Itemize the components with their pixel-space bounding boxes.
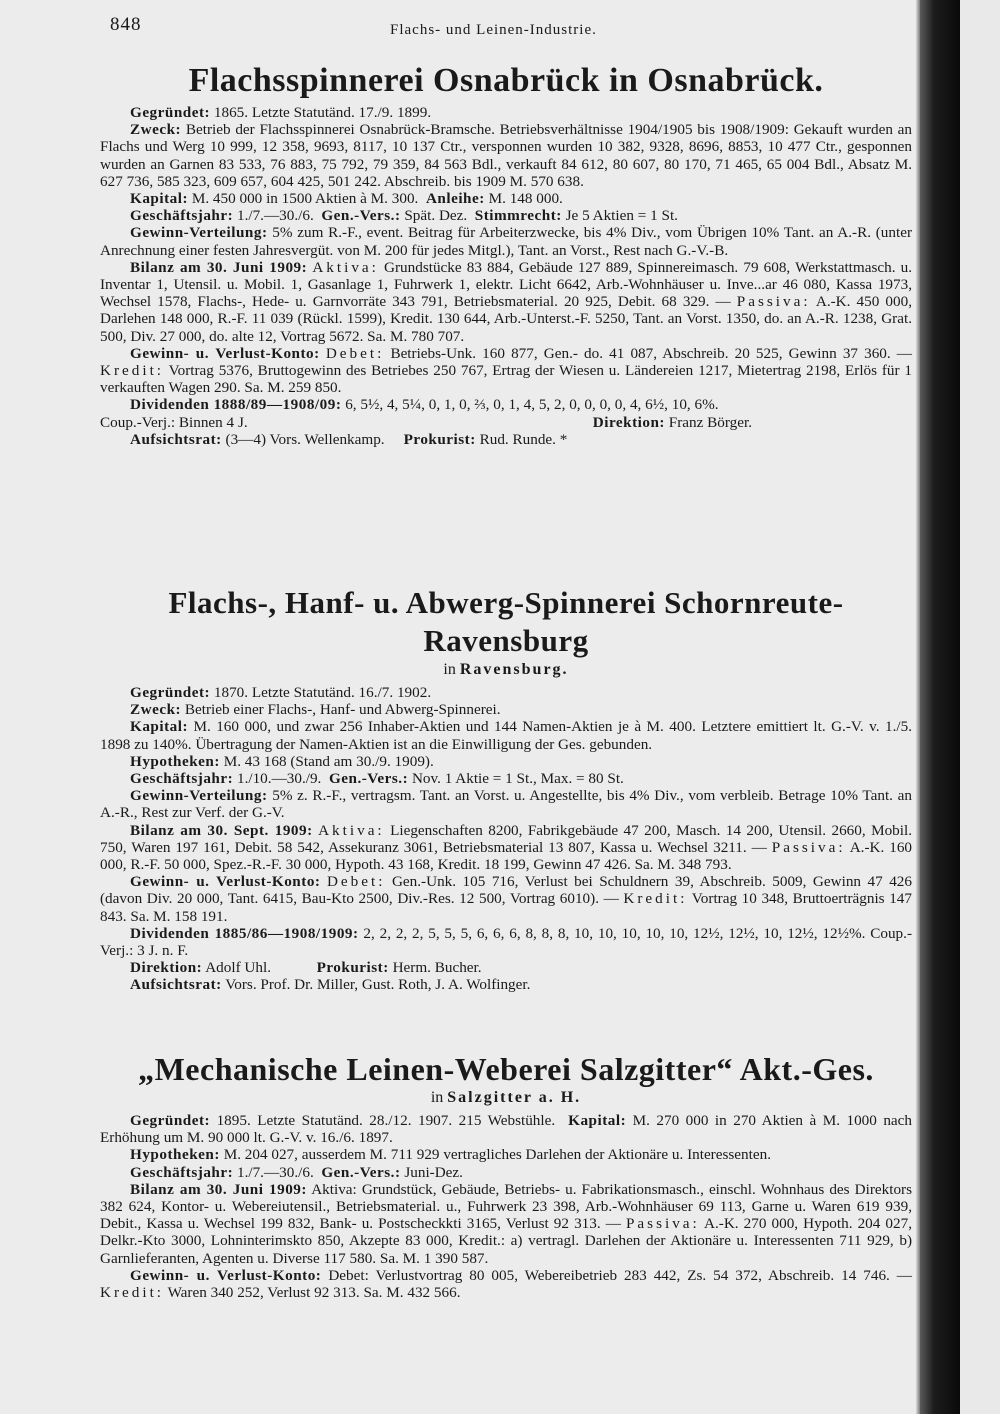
gewinn-verteilung-paragraph: Gewinn-Verteilung: 5% z. R.-F., vertragsm. Tant. an Vorst. u. Angestellte, bis 4% Div., vom verbleib. Betrage 10% Tant. an A.-R., Rest zur Verf. der G.-V.	[100, 787, 912, 822]
company-location: in Salzgitter a. H.	[430, 1089, 582, 1106]
aufsichtsrat-line: Aufsichtsrat: Vors. Prof. Dr. Miller, Gust. Roth, J. A. Wolfinger.	[130, 976, 531, 994]
kapital-line: Kapital: M. 450 000 in 1500 Aktien à M. 300. Anleihe: M. 148 000.	[130, 190, 563, 208]
company-entry-osnabrueck	[100, 62, 912, 448]
gegruendet-line: Gegründet: 1865. Letzte Statutänd. 17./9. 1899.	[130, 104, 432, 121]
coup-direktion-line: Coup.-Verj.: Binnen 4 J. Direktion: Franz Börger.	[100, 413, 752, 431]
gewinn-verteilung-paragraph: Gewinn-Verteilung: 5% zum R.-F., event. Beitrag für Arbeiterzwecke, bis 4% Div., vom Übrigen 10% Tant. an A.-R. (unter Anrechnung einer festen Jahresvergüt. von M. 200 für jedes Mitgl.), Tant. an Vorst., Rest nach G.-V.-B.	[100, 224, 912, 259]
company-title: Flachs-, Hanf- u. Abwerg-Spinnerei Schornreute-Ravensburg	[168, 585, 844, 658]
gegruendet-kapital-paragraph: Gegründet: 1895. Letzte Statutänd. 28./12. 1907. 215 Webstühle. Kapital: M. 270 000 in 270 Aktien à M. 1000 nach Erhöhung um M. 90 000 lt. G.-V. v. 16./6. 1897.	[100, 1112, 913, 1147]
guv-paragraph: Gewinn- u. Verlust-Konto: Debet: Betriebs-Unk. 160 877, Gen.- do. 41 087, Abschreib. 20 525, Gewinn 37 360. — Kredit: Vortrag 5376, Bruttogewinn des Betriebes 250 767, Ertrag der Wiesen u. Ländereien 1217, Mietertrag 2198, Erlös für 1 verkauften Wagen 290. Sa. M. 259 850.	[100, 344, 912, 397]
dividenden-paragraph: Dividenden 1885/86—1908/1909: 2, 2, 2, 2, 5, 5, 5, 6, 6, 6, 8, 8, 8, 10, 10, 10, 10, 10, 12½, 12½, 10, 12½, 12½%. Coup.-Verj.: 3 J. n. F.	[100, 924, 912, 960]
company-entry-ravensburg	[100, 584, 912, 994]
aufsichtsrat-line: Aufsichtsrat: (3—4) Vors. Wellenkamp. Prokurist: Rud. Runde. *	[130, 430, 568, 448]
geschaeftsjahr-line: Geschäftsjahr: 1./7.—30./6. Gen.-Vers.: Juni-Dez.	[130, 1163, 463, 1181]
hypotheken-line: Hypotheken: M. 43 168 (Stand am 30./9. 1909).	[130, 752, 434, 770]
direktion-line: Direktion: Adolf Uhl. Prokurist: Herm. Bucher.	[130, 959, 482, 977]
geschaeftsjahr-line: Geschäftsjahr: 1./10.—30./9. Gen.-Vers.: Nov. 1 Aktie = 1 St., Max. = 80 St.	[130, 770, 624, 788]
geschaeftsjahr-line: Geschäftsjahr: 1./7.—30./6. Gen.-Vers.: Spät. Dez. Stimmrecht: Je 5 Aktien = 1 St.	[130, 207, 678, 225]
company-title: Flachsspinnerei Osnabrück in Osnabrück.	[188, 62, 824, 99]
company-title: „Mechanische Leinen-Weberei Salzgitter“ Akt.-Ges.	[138, 1051, 874, 1087]
running-title: Flachs- und Leinen-Industrie.	[390, 22, 597, 38]
company-entry-salzgitter	[100, 1050, 912, 1301]
kapital-paragraph: Kapital: M. 160 000, und zwar 256 Inhaber-Aktien und 144 Namen-Aktien je à M. 400. Letztere emittiert lt. G.-V. v. 1./5. 1898 zu 140%. Übertragung der Namen-Aktien ist an die Einwilligung der Ges. gebunden.	[100, 718, 913, 753]
bilanz-paragraph: Bilanz am 30. Sept. 1909: Aktiva: Liegenschaften 8200, Fabrikgebäude 47 200, Masch. 14 200, Utensil. 2660, Mobil. 750, Waren 197 161, Debit. 58 542, Assekuranz 3061, Betriebsmaterial 13 807, Kassa u. Wechsel 3211. — Passiva: A.-K. 160 000, R.-F. 50 000, Spez.-R.-F. 30 000, Hypoth. 43 168, Kredit. 18 199, Gewinn 47 426. Sa. M. 348 793.	[100, 821, 913, 874]
zweck-paragraph: Zweck: Betrieb der Flachsspinnerei Osnabrück-Bramsche. Betriebsverhältnisse 1904/1905 bis 1908/1909: Gekauft wurden an Flachs und Werg 10 999, 12 358, 9693, 8117, 10 137 Ctr., versponnen wurden 10 382, 9328, 8696, 8853, 10 477 Ctr., gesponnen wurden an Garnen 83 533, 76 883, 75 792, 79 359, 84 563 Bdl., verkauft 84 612, 80 607, 80 170, 71 465, 65 004 Bdl., Absatz M. 627 736, 585 323, 609 657, 604 425, 501 242. Abschreib. bis 1909 M. 570 638.	[100, 121, 913, 190]
bilanz-paragraph: Bilanz am 30. Juni 1909: Aktiva: Grundstück, Gebäude, Betriebs- u. Fabrikationsmasch., einschl. Wohnhaus des Direktors 382 624, Kontor- u. Webereiutensil., Betriebsmaterial. u., Fuhrwerk 23 398, Arb.-Wohnhäuser 69 113, Garne u. Waren 619 939, Debit., Kassa u. Wechsel 199 832, Bank- u. Postscheckkti 3165, Verlust 92 313. — Passiva: A.-K. 270 000, Hypoth. 204 027, Delkr.-Kto 3000, Lohninterimskto 850, Akzepte 83 000, Kredit.: a) vertragl. Darlehen der Aktionäre u. Interessenten 711 929, b) Garnlieferanten, Agenten u. Diverse 117 580. Sa. M. 1 390 587.	[100, 1180, 913, 1267]
page-number: 848	[110, 14, 142, 35]
hypotheken-paragraph: Hypotheken: M. 204 027, ausserdem M. 711 929 vertragliches Darlehen der Aktionäre u. Interessenten.	[130, 1146, 771, 1164]
company-location: in Ravensburg.	[443, 661, 569, 678]
guv-paragraph: Gewinn- u. Verlust-Konto: Debet: Verlustvortrag 80 005, Webereibetrieb 283 442, Zs. 54 372, Abschreib. 14 746. — Kredit: Waren 340 252, Verlust 92 313. Sa. M. 432 566.	[100, 1266, 912, 1302]
gegruendet-line: Gegründet: 1870. Letzte Statutänd. 16./7. 1902.	[130, 684, 432, 701]
dividenden-line: Dividenden 1888/89—1908/09: 6, 5½, 4, 5¼, 0, 1, 0, ⅔, 0, 1, 4, 5, 2, 0, 0, 0, 0, 4, 6½, 10, 6%.	[130, 396, 719, 414]
zweck-line: Zweck: Betrieb einer Flachs-, Hanf- und Abwerg-Spinnerei.	[130, 701, 501, 719]
guv-paragraph: Gewinn- u. Verlust-Konto: Debet: Gen.-Unk. 105 716, Verlust bei Schuldnern 39, Abschreib. 5009, Gewinn 47 426 (davon Div. 20 000, Tant. 6415, Bau-Kto 2500, Div.-Res. 12 500, Vortrag 6010). — Kredit: Vortrag 10 348, Bruttoerträgnis 147 843. Sa. M. 158 191.	[100, 873, 912, 925]
scan-binding-edge	[920, 0, 960, 1414]
bilanz-paragraph: Bilanz am 30. Juni 1909: Aktiva: Grundstücke 83 884, Gebäude 127 889, Spinnereimasch. 79 608, Werkstattmasch. u. Inventar 1, Utensil. u. Mobil. 1, Gasanlage 1, Fuhrwerk 1, elektr. Licht 6642, Arb.-Wohnhäuser u. Inve...ar 46 080, Kassa 1973, Wechsel 1578, Flachs-, Hede- u. Garnvorräte 343 791, Betriebsmaterial. 20 925, Debit. 68 329. — Passiva: A.-K. 450 000, Darlehen 148 000, R.-F. 11 039 (Rückl. 1599), Kredit. 130 644, Arb.-Unterst.-F. 5250, Tant. an Vorst. 1350, do. an A.-R. 1238, Grat. 500, Div. 27 000, do. alte 12, Vortrag 5672. Sa. M. 780 707.	[100, 258, 913, 345]
